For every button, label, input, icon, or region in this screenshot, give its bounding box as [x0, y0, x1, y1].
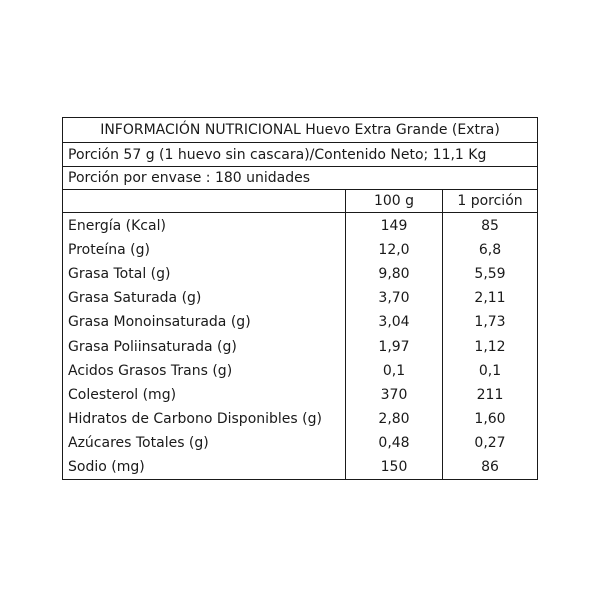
nutrient-name: Sodio (mg) — [63, 455, 346, 479]
nutrient-name: Grasa Poliinsaturada (g) — [63, 334, 346, 358]
table-row — [63, 455, 537, 479]
table-row — [63, 237, 537, 261]
header-nutrient — [63, 190, 346, 212]
table-row — [63, 213, 537, 237]
value-per-portion: 85 — [481, 217, 499, 234]
header-per-100g: 100 g — [346, 190, 443, 212]
table-row — [63, 310, 537, 334]
value-per-100g: 370 — [346, 382, 443, 406]
nutrient-name: Hidratos de Carbono Disponibles (g) — [63, 407, 346, 431]
nutrient-name: Grasa Total (g) — [63, 261, 346, 285]
value-per-100g: 1,97 — [346, 334, 443, 358]
servings-per-container-text: Porción por envase : 180 unidades — [68, 170, 311, 186]
value-per-100g: 0,48 — [346, 431, 443, 455]
value-per-100g: 9,80 — [346, 261, 443, 285]
nutrient-name: Grasa Monoinsaturada (g) — [63, 310, 346, 334]
value-per-100g: 2,80 — [346, 407, 443, 431]
column-header-row — [63, 190, 537, 213]
table-title — [63, 118, 537, 143]
nutrient-name: Azúcares Totales (g) — [63, 431, 346, 455]
value-per-portion: 0,1 — [478, 362, 502, 379]
value-per-100g: 3,04 — [346, 310, 443, 334]
value-per-portion: 0,27 — [474, 435, 506, 452]
nutrient-name: Grasa Saturada (g) — [63, 286, 346, 310]
value-per-portion: 1,73 — [474, 314, 506, 331]
table-row — [63, 286, 537, 310]
nutrient-name: Energía (Kcal) — [63, 213, 346, 237]
table-row — [63, 358, 537, 382]
header-per-portion: 1 porción — [457, 193, 523, 209]
nutrient-name: Acidos Grasos Trans (g) — [63, 358, 346, 382]
servings-per-container-row — [63, 167, 537, 190]
value-per-100g: 0,1 — [346, 358, 443, 382]
table-title-text: INFORMACIÓN NUTRICIONAL Huevo Extra Grande (Extra) — [100, 122, 500, 138]
value-per-portion: 5,59 — [474, 265, 506, 282]
value-per-100g: 149 — [346, 213, 443, 237]
value-per-portion: 6,8 — [478, 241, 502, 258]
value-per-100g: 3,70 — [346, 286, 443, 310]
table-row — [63, 334, 537, 358]
value-per-portion: 211 — [476, 386, 504, 403]
nutrition-facts-table — [62, 117, 538, 480]
nutrient-name: Proteína (g) — [63, 237, 346, 261]
serving-size-text: Porción 57 g (1 huevo sin cascara)/Contenido Neto; 11,1 Kg — [68, 146, 487, 163]
value-per-100g: 12,0 — [346, 237, 443, 261]
table-row — [63, 407, 537, 431]
value-per-portion: 1,12 — [474, 338, 506, 355]
nutrient-rows — [63, 213, 537, 479]
nutrient-name: Colesterol (mg) — [63, 382, 346, 406]
table-row — [63, 431, 537, 455]
value-per-100g: 150 — [346, 455, 443, 479]
table-row — [63, 382, 537, 406]
value-per-portion: 2,11 — [474, 290, 506, 307]
value-per-portion: 86 — [481, 459, 499, 476]
table-row — [63, 261, 537, 285]
serving-size-row — [63, 143, 537, 167]
value-per-portion: 1,60 — [474, 411, 506, 428]
